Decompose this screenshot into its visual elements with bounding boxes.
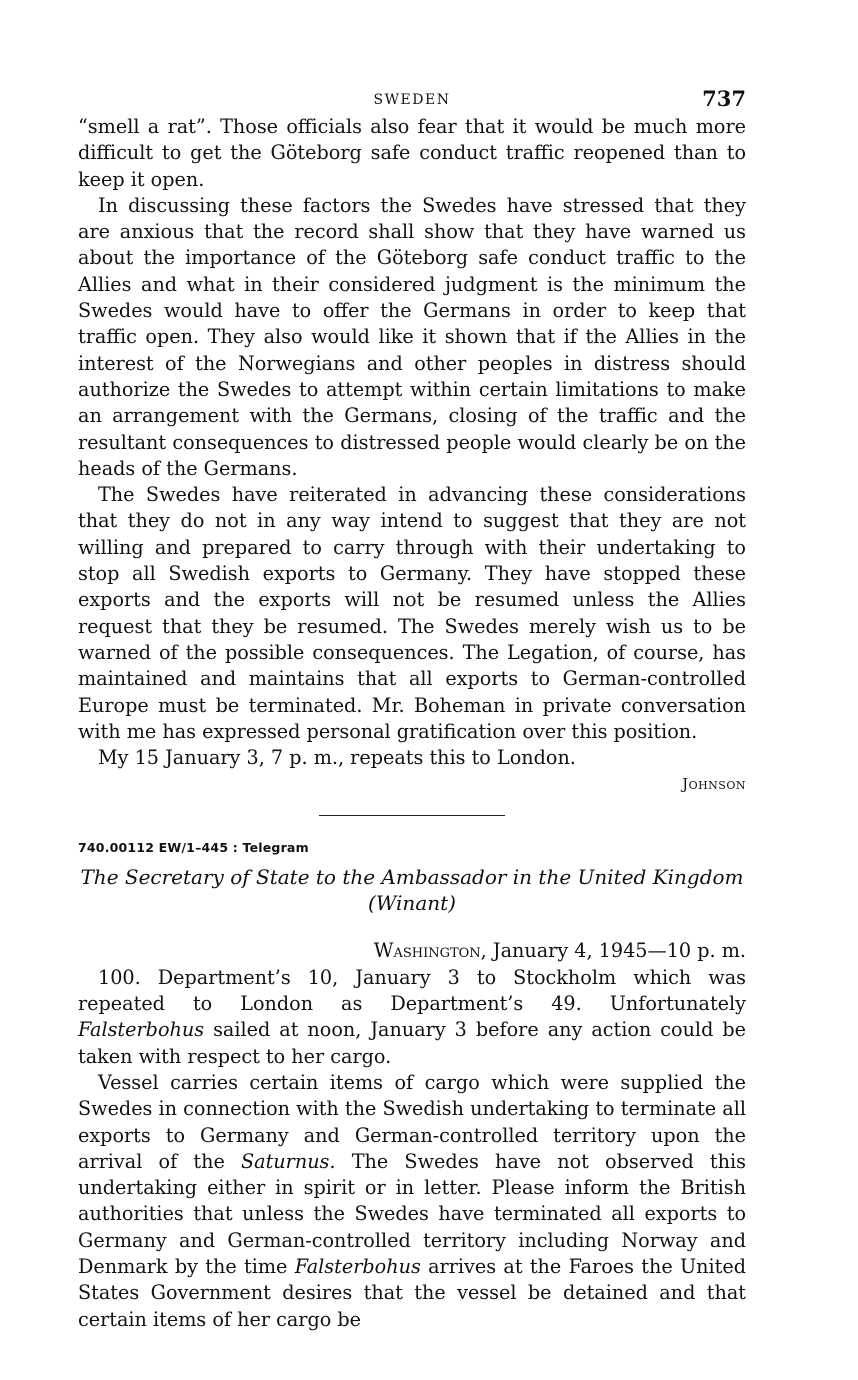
signature <box>78 771 746 797</box>
ship-name: Saturnus. <box>241 1149 336 1173</box>
ship-name: Falsterbohus <box>294 1254 421 1278</box>
text-segment: sailed at noon, January 3 before any action could be taken with respect to her cargo. <box>78 1018 746 1068</box>
running-head <box>78 86 746 114</box>
paragraph-continued: “smell a rat”. Those officials also fear that it would be much more difficult to get the Göteborg safe conduct traffic reopened than to keep it open. <box>78 115 746 191</box>
paragraph-repeat-note: My 15 January 3, 7 p. m., repeats this to London. <box>98 746 576 770</box>
paragraph-reiterated: The Swedes have reiterated in advancing these considerations that they do not in any way intend to suggest that they are not willing and prepared to carry through with their undertaking to stop all Swedish exports to Germany. They have stopped these exports and the exports will not be resumed unless the Allies request that they be resumed. The Swedes merely wish us to be warned of the possible consequences. The Legation, of course, has maintained and maintains that all exports to German-controlled Europe must be terminated. Mr. Boheman in private conversation with me has expressed personal gratification over this position. <box>78 483 746 743</box>
dateline-date: January 4, 1945—10 p. m. <box>486 939 746 963</box>
dateline <box>78 938 746 964</box>
dateline-place: Washington, <box>373 939 487 963</box>
paragraph-telegram-100 <box>78 965 746 1070</box>
ship-name: Falsterbohus <box>78 1018 205 1042</box>
text-segment: arrives at the Faroes the United States Government desires that the vessel be detained and that certain items of her cargo be <box>78 1254 746 1331</box>
running-title: SWEDEN <box>373 92 451 108</box>
document-title <box>78 864 746 916</box>
paragraph-vessel-cargo <box>78 1070 746 1333</box>
file-reference: 740.00112 EW/1–445 : Telegram <box>78 840 309 856</box>
signature-name: Johnson <box>682 775 746 794</box>
text-segment: 100. Department’s 10, January 3 to Stockholm which was repeated to London as Department’s 49. Unfortunately <box>78 965 746 1016</box>
document-title-line1: The Secretary of State to the Ambassador in the United Kingdom <box>80 865 744 890</box>
page-number: 737 <box>702 86 746 111</box>
text-segment: Vessel carries certain items of cargo which were supplied the Swedes in connection with the Swedish undertaking to terminate all exports to Germany and German-controlled territory upon the arrival of the <box>78 1070 746 1173</box>
text-segment: The Swedes have not observed this undertaking either in spirit or in letter. Please inform the British authorities that unless the Swedes have terminated all exports to Germany and German-controlled territory including Norway and Denmark by the time <box>78 1149 746 1278</box>
paragraph-considerations: In discussing these factors the Swedes have stressed that they are anxious that the record shall show that they have warned us about the importance of the Göteborg safe conduct traffic to the Allies and what in their considered judgment is the minimum the Swedes would have to offer the Germans in order to keep that traffic open. They also would like it shown that if the Allies in the interest of the Norwegians and other peoples in distress should authorize the Swedes to attempt within certain limitations to make an arrangement with the Germans, closing of the traffic and the resultant consequences to distressed people would clearly be on the heads of the Germans. <box>78 193 746 480</box>
document-title-line2: (Winant) <box>368 891 456 916</box>
section-divider <box>319 815 505 816</box>
document-page <box>78 86 746 1333</box>
